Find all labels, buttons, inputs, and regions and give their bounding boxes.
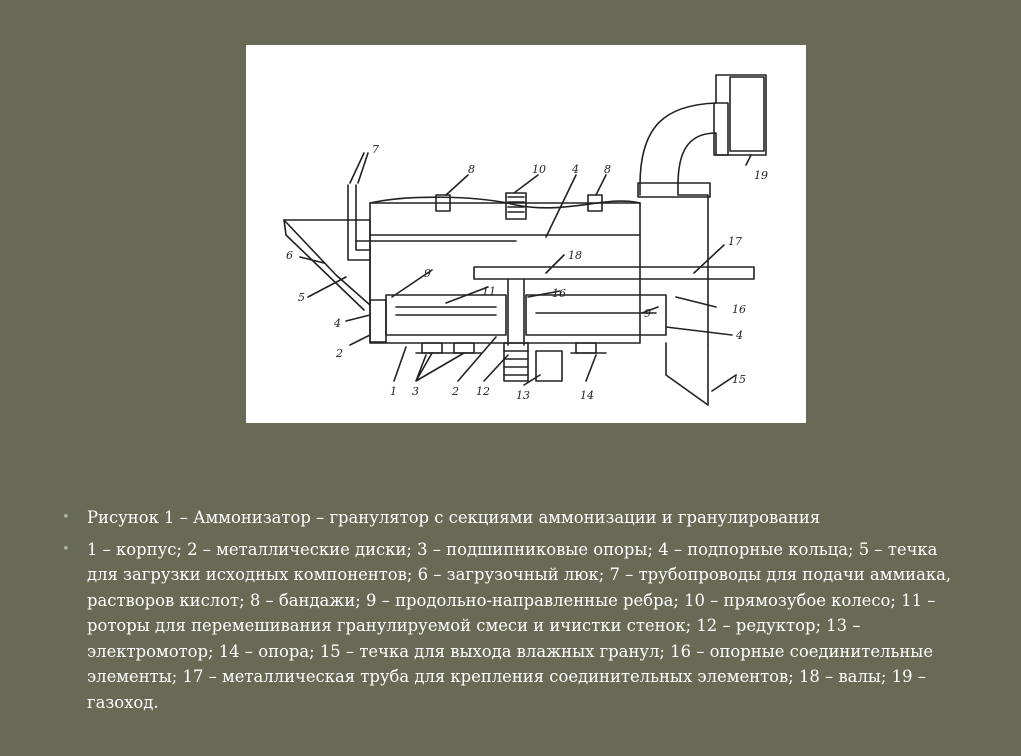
figure-title: Рисунок 1 – Аммонизатор – гранулятор с секциями аммонизации и гранулирования bbox=[87, 508, 821, 527]
label-15: 15 bbox=[732, 373, 746, 386]
bearing-support-1 bbox=[422, 343, 442, 353]
label-3: 3 bbox=[412, 385, 419, 398]
outlet-chute bbox=[666, 343, 708, 405]
caption-legend-item bbox=[62, 537, 967, 716]
label-4-left: 4 bbox=[334, 317, 341, 330]
drum-body bbox=[370, 203, 640, 343]
label-16-right: 16 bbox=[732, 303, 746, 316]
bullet-dot-icon: • bbox=[62, 541, 70, 557]
label-4-top: 4 bbox=[572, 163, 579, 176]
label-18: 18 bbox=[568, 249, 582, 262]
label-7: 7 bbox=[372, 143, 379, 156]
shaft bbox=[474, 267, 754, 279]
bullet-dot-icon: • bbox=[62, 510, 70, 525]
caption-list bbox=[62, 505, 967, 721]
label-2-left: 2 bbox=[336, 347, 343, 360]
caption-title-item bbox=[62, 505, 967, 531]
label-4-right: 4 bbox=[736, 329, 743, 342]
label-11: 11 bbox=[482, 285, 496, 298]
label-5: 5 bbox=[298, 291, 305, 304]
loading-hatch bbox=[284, 220, 370, 305]
diagram-drawing bbox=[246, 45, 806, 423]
label-12: 12 bbox=[476, 385, 490, 398]
label-2-bottom: 2 bbox=[452, 385, 459, 398]
label-19: 19 bbox=[754, 169, 768, 182]
granulator-diagram bbox=[246, 45, 806, 423]
figure-legend: 1 – корпус; 2 – металлические диски; 3 – подшипниковые опоры; 4 – подпорные кольца; 5 – течка для загрузки исходных компонентов; 6 – загрузочный люк; 7 – трубопроводы для подачи аммиака, растворов кислот; 8 – бандажи; 9 – продольно-направленные ребра; 10 – прямозубое колесо; 11 – роторы для перемешивания гранулируемой смеси и ичистки стенок; 12 – редуктор; 13 – электромотор; 14 – опора; 15 – течка для выхода влажных гранул; 16 – опорные соединительные элементы; 17 – металлическая труба для крепления соединительных элементов; 18 – валы; 19 – газоход. bbox=[87, 539, 952, 712]
feed-pipe-1 bbox=[348, 185, 370, 260]
label-9-lower: 9 bbox=[644, 307, 651, 320]
label-16-mid: 16 bbox=[552, 287, 566, 300]
label-13: 13 bbox=[516, 389, 530, 402]
electromotor bbox=[536, 351, 562, 381]
label-8-right: 8 bbox=[604, 163, 611, 176]
label-9-upper: 9 bbox=[424, 267, 431, 280]
label-6: 6 bbox=[286, 249, 293, 262]
label-17: 17 bbox=[728, 235, 742, 248]
bearing-support-3 bbox=[576, 343, 596, 353]
label-1: 1 bbox=[390, 385, 397, 398]
label-8-left: 8 bbox=[468, 163, 475, 176]
label-14: 14 bbox=[580, 389, 594, 402]
label-10: 10 bbox=[532, 163, 546, 176]
bearing-support-2 bbox=[454, 343, 474, 353]
